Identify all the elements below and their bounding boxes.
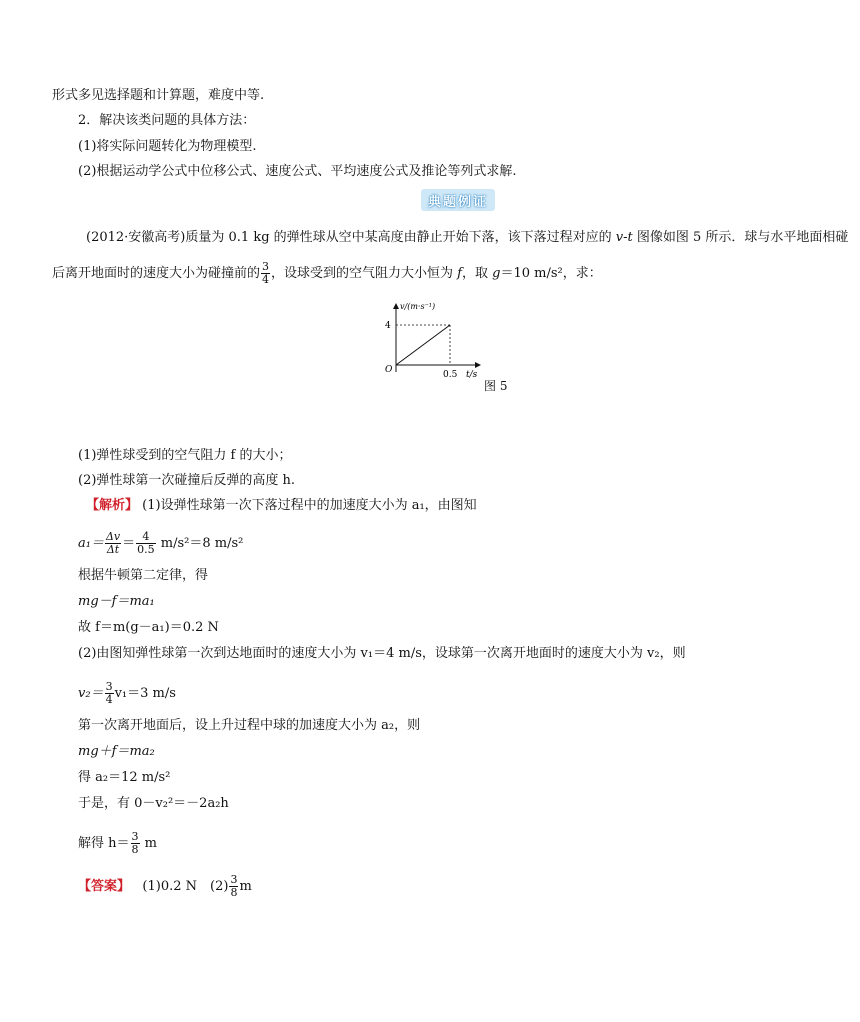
problem-source: (2012·安徽高考) [86, 230, 186, 245]
answer-numerator: 3 [230, 873, 238, 886]
intro-line-1: 形式多见选择题和计算题，难度中等. [52, 88, 265, 103]
delta-denominator: Δt [106, 543, 120, 556]
question-1: (1)弹性球受到的空气阻力 f 的大小； [78, 448, 292, 463]
fraction-delta [105, 531, 121, 556]
x-tick-label: 0.5 [443, 370, 458, 380]
solution-s12-lhs: 解得 h＝ [78, 836, 130, 851]
solution-line-4: mg－f＝ma₁ [78, 594, 155, 609]
problem-text-1: 质量为 0.1 kg 的弹性球从空中某高度由静止开始下落，该下落过程对应的 [185, 230, 616, 245]
vt-label: v-t [615, 230, 633, 245]
answer-unit: m [239, 879, 252, 894]
solution-s7-lhs: v₂＝ [78, 686, 104, 701]
problem-line2-c: ，取 [461, 266, 493, 281]
answer-fraction [229, 874, 238, 899]
answer-line [78, 874, 252, 899]
fraction-denominator: 4 [262, 273, 270, 286]
figure-caption: 图 5 [484, 379, 508, 393]
fraction-3-4 [105, 681, 114, 706]
solution-line-5: 故 f＝m(g－a₁)＝0.2 N [78, 620, 219, 635]
solution-line-1 [86, 497, 477, 515]
s7-numerator: 3 [105, 680, 113, 693]
symbol-f: f [457, 266, 462, 281]
intro-line-2: 2．解决该类问题的具体方法： [78, 113, 256, 128]
fraction-numerator: 3 [262, 260, 270, 273]
problem-line2-d: ＝10 m/s²，求： [500, 266, 602, 281]
symbol-g: g [492, 266, 501, 281]
problem-line-2 [52, 261, 602, 286]
answer-tag: 【答案】 [78, 879, 131, 894]
fraction-3-8 [131, 831, 140, 856]
badge-char-3: 例 [458, 194, 474, 210]
fraction-three-quarters [261, 261, 270, 286]
solution-line-8: 第一次离开地面后，设上升过程中球的加速度大小为 a₂，则 [78, 718, 421, 733]
intro-line-4: (2)根据运动学公式中位移公式、速度公式、平均速度公式及推论等列式求解. [78, 164, 517, 179]
answer-denominator: 8 [230, 886, 238, 899]
intro-line-3: (1)将实际问题转化为物理模型. [78, 139, 257, 154]
frac2-numerator: 4 [136, 531, 156, 544]
y-axis-label: v/(m·s⁻¹) [400, 302, 436, 311]
s7-denominator: 4 [105, 693, 113, 706]
problem-line-1 [86, 229, 848, 247]
question-2: (2)弹性球第一次碰撞后反弹的高度 h. [78, 473, 296, 488]
section-badge [421, 189, 495, 211]
data-line [396, 325, 450, 365]
solution-line-7 [78, 681, 176, 706]
problem-line2-b: ，设球受到的空气阻力大小恒为 [271, 266, 458, 281]
solution-line-10: 得 a₂＝12 m/s² [78, 770, 171, 785]
solution-s2-eq: ＝ [122, 536, 136, 551]
problem-text-2: 图像如图 5 所示．球与水平地面相碰 [632, 230, 849, 245]
solution-line-9: mg＋f＝ma₂ [78, 744, 155, 759]
solution-line-2 [78, 531, 243, 556]
fraction-4-over-0.5 [136, 531, 156, 556]
frac2-denominator: 0.5 [137, 543, 155, 556]
badge-char-1: 典 [427, 194, 443, 210]
problem-line2-a: 后离开地面时的速度大小为碰撞前的 [52, 266, 261, 281]
solution-line-11: 于是，有 0－v₂²＝－2a₂h [78, 796, 229, 811]
solution-s7-rhs: v₁＝3 m/s [114, 686, 176, 701]
solution-line-6: (2)由图知弹性球第一次到达地面时的速度大小为 v₁＝4 m/s，设球第一次离开地面时的速度大小为 v₂，则 [78, 646, 686, 661]
solution-s2-lhs: a₁＝ [78, 536, 104, 551]
solution-line-12 [78, 831, 157, 856]
solution-s1: (1)设弹性球第一次下落过程中的加速度大小为 a₁，由图知 [138, 498, 477, 513]
solution-line-3: 根据牛顿第二定律，得 [78, 568, 209, 583]
solution-s2-rhs: m/s²＝8 m/s² [156, 536, 244, 551]
s12-numerator: 3 [131, 830, 139, 843]
x-axis-label: t/s [466, 370, 478, 380]
badge-char-4: 证 [473, 194, 489, 210]
s12-denominator: 8 [131, 843, 139, 856]
badge-char-2: 题 [442, 194, 458, 210]
origin-label: O [385, 365, 393, 375]
solution-s12-rhs: m [140, 836, 157, 851]
y-tick-label: 4 [385, 321, 391, 331]
analysis-tag: 【解析】 [86, 498, 139, 513]
delta-numerator: Δv [105, 530, 121, 543]
answer-a1: (1)0.2 N (2) [142, 879, 229, 894]
